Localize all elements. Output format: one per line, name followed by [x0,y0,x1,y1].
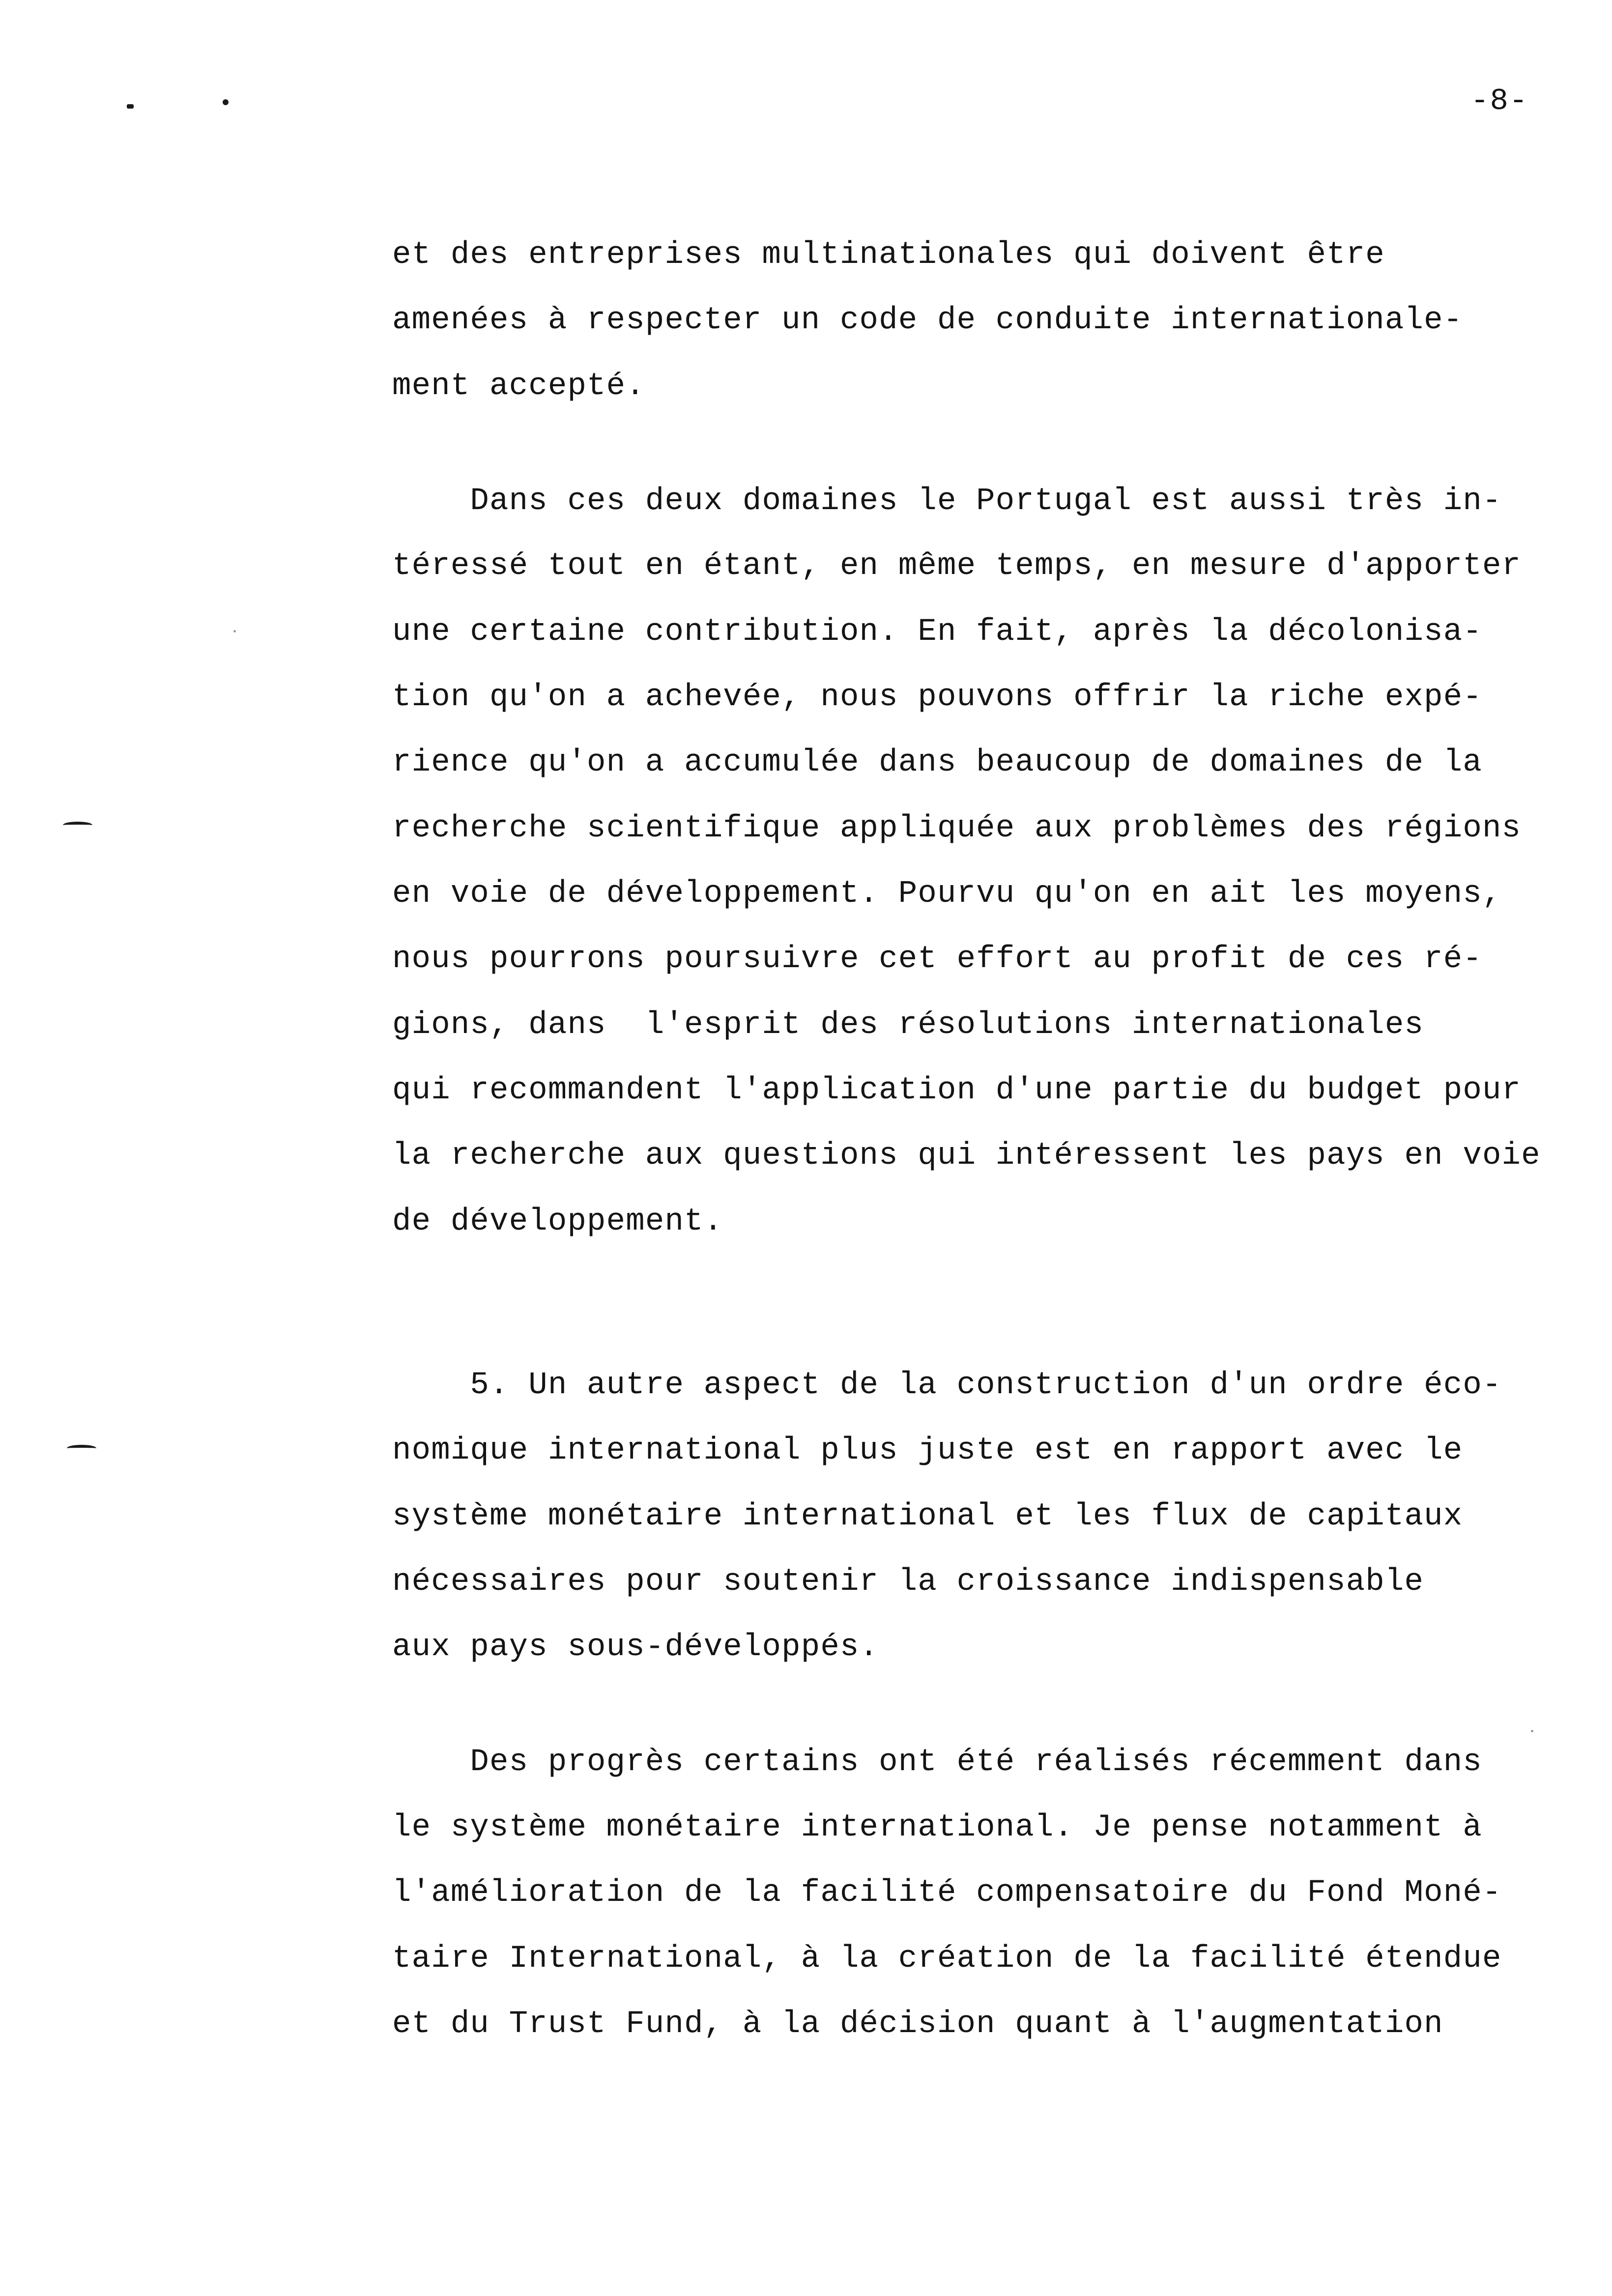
scan-mark [223,99,229,105]
scan-speck [1531,1730,1533,1732]
text-line: nous pourrons poursuivre cet effort au profit de ces ré- [392,942,1482,977]
scan-speck [233,630,236,632]
text-line: en voie de développement. Pourvu qu'on en ait les moyens, [392,876,1502,912]
text-line: qui recommandent l'application d'une partie du budget pour [392,1073,1522,1108]
scan-mark [63,822,92,829]
text-line: la recherche aux questions qui intéressent les pays en voie [392,1138,1541,1174]
text-line: rience qu'on a accumulée dans beaucoup de domaines de la [392,745,1482,780]
scan-mark [67,1445,96,1452]
text-line: taire International, à la création de la facilité étendue [392,1941,1502,1977]
text-line: téressé tout en étant, en même temps, en mesure d'apporter [392,548,1522,584]
text-line: recherche scientifique appliquée aux problèmes des régions [392,811,1522,846]
text-line: l'amélioration de la facilité compensatoire du Fond Moné- [392,1875,1502,1911]
text-line: le système monétaire international. Je pense notamment à [392,1810,1482,1845]
text-line: Dans ces deux domaines le Portugal est aussi très in- [392,484,1502,519]
text-line: de développement. [392,1204,723,1239]
text-line: tion qu'on a achevée, nous pouvons offrir la riche expé- [392,680,1482,715]
text-line: 5. Un autre aspect de la construction d'un ordre éco- [392,1368,1502,1403]
scan-mark [127,104,134,109]
text-line: gions, dans l'esprit des résolutions internationales [392,1007,1424,1043]
text-line: et du Trust Fund, à la décision quant à l'augmentation [392,2007,1443,2042]
text-line: amenées à respecter un code de conduite internationale- [392,303,1463,338]
text-line: Des progrès certains ont été réalisés récemment dans [392,1745,1482,1780]
text-line: ment accepté. [392,369,645,404]
text-line: une certaine contribution. En fait, après la décolonisa- [392,614,1482,650]
text-line: nomique international plus juste est en rapport avec le [392,1433,1463,1468]
text-line: système monétaire international et les flux de capitaux [392,1499,1463,1534]
page-number: -8- [1470,84,1528,118]
text-line: nécessaires pour soutenir la croissance indispensable [392,1564,1424,1600]
text-line: aux pays sous-développés. [392,1630,879,1665]
text-line: et des entreprises multinationales qui doivent être [392,237,1385,273]
